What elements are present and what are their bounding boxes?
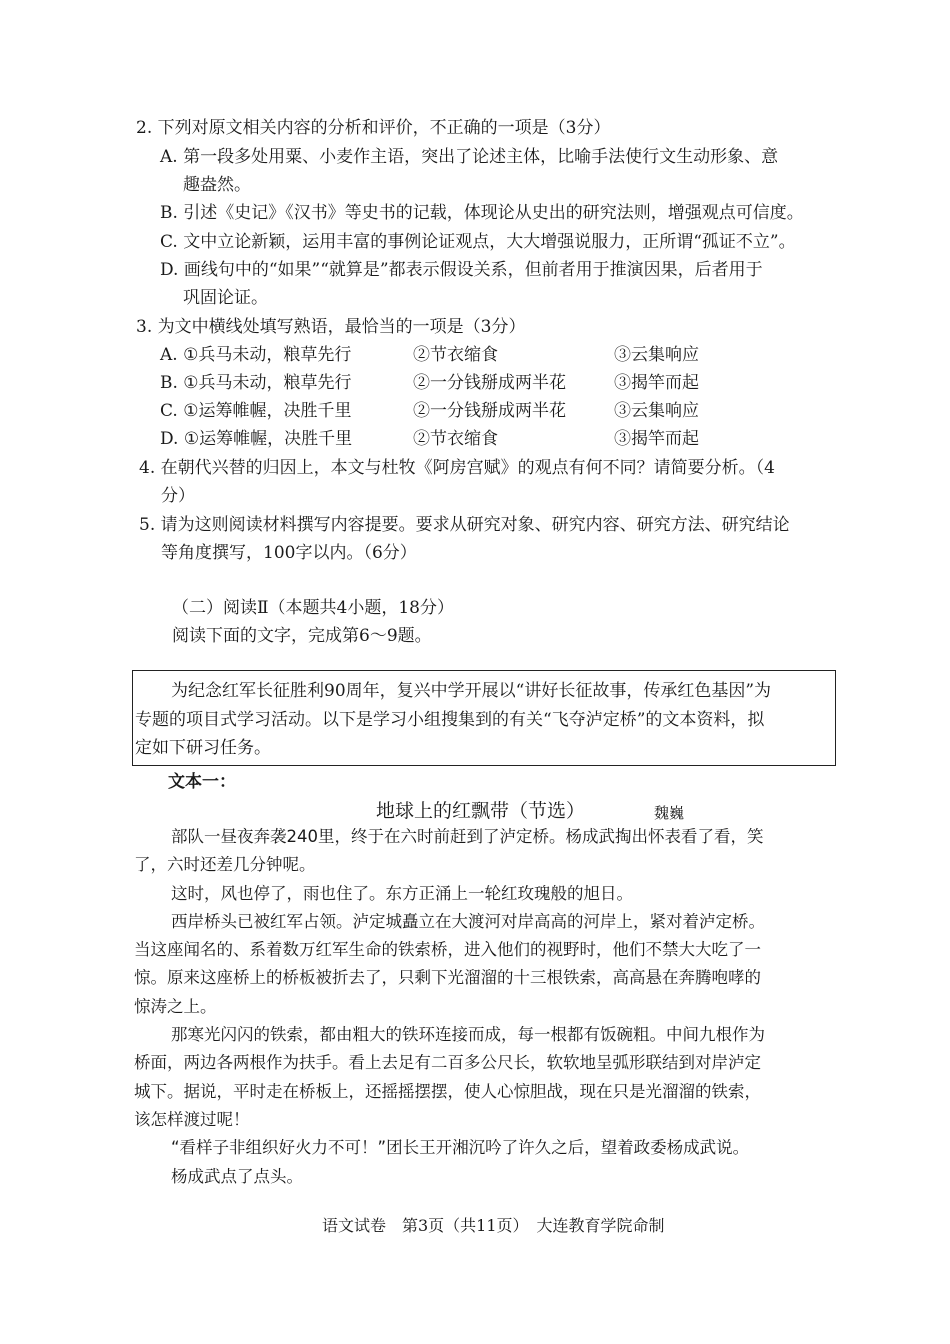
question-2-option-a-cont: 趣盎然。 — [183, 175, 251, 195]
question-2-option-c: C. 文中立论新颖，运用丰富的事例论证观点，大大增强说服力，正所谓“孤证不立”。 — [160, 232, 796, 252]
question-2-option-d-cont: 巩固论证。 — [183, 288, 268, 308]
question-3-option-a-3: ③云集响应 — [614, 345, 699, 365]
body-line: 该怎样渡过呢！ — [134, 1110, 250, 1129]
question-5-stem-cont: 等角度撰写，100字以内。（6分） — [161, 543, 417, 563]
body-line: 西岸桥头已被红军占领。泸定城矗立在大渡河对岸高高的河岸上，紧对着泸定桥。 — [171, 912, 765, 931]
body-line: 桥面，两边各两根作为扶手。看上去足有二百多公尺长，软软地呈弧形联结到对岸泸定 — [134, 1053, 761, 1072]
question-3-option-c-2: ②一分钱掰成两半花 — [413, 401, 566, 421]
body-line: 城下。据说，平时走在桥板上，还摇摇摆摆，使人心惊胆战，现在只是光溜溜的铁索， — [134, 1082, 761, 1101]
page-footer: 语文试卷 第3页（共11页） 大连教育学院命制 — [322, 1216, 665, 1235]
question-5-stem: 5. 请为这则阅读材料撰写内容提要。要求从研究对象、研究内容、研究方法、研究结论 — [139, 515, 790, 535]
text-one-author: 魏巍 — [654, 804, 685, 822]
question-2-option-b: B. 引述《史记》《汉书》等史书的记载，体现论从史出的研究法则，增强观点可信度。 — [160, 203, 804, 223]
question-4-stem-cont: 分） — [161, 486, 195, 506]
text-one-title: 地球上的红飘带（节选） — [376, 800, 586, 822]
question-2-option-a: A. 第一段多处用粟、小麦作主语，突出了论述主体，比喻手法使行文生动形象、意 — [160, 147, 779, 167]
body-line: 当这座闻名的、系着数万红军生命的铁索桥，进入他们的视野时，他们不禁大大吃了一 — [134, 940, 761, 959]
intro-line-3: 定如下研习任务。 — [135, 738, 271, 758]
question-3-option-a-2: ②节衣缩食 — [413, 345, 498, 365]
section-instruction: 阅读下面的文字，完成第6～9题。 — [172, 626, 432, 646]
intro-line-2: 专题的项目式学习活动。以下是学习小组搜集到的有关“飞夺泸定桥”的文本资料，拟 — [135, 710, 765, 730]
body-line: 部队一昼夜奔袭240里，终于在六时前赶到了泸定桥。杨成武掏出怀表看了看，笑 — [171, 827, 764, 846]
body-line: 杨成武点了点头。 — [171, 1167, 303, 1186]
question-3-stem: 3. 为文中横线处填写熟语，最恰当的一项是（3分） — [136, 317, 526, 337]
question-2-option-d: D. 画线句中的“如果”“就算是”都表示假设关系，但前者用于推演因果，后者用于 — [160, 260, 763, 280]
question-3-option-b-3: ③揭竿而起 — [614, 373, 699, 393]
question-4-stem: 4. 在朝代兴替的归因上，本文与杜牧《阿房宫赋》的观点有何不同？请简要分析。（4 — [139, 458, 775, 478]
body-line: 惊涛之上。 — [134, 997, 217, 1016]
question-3-option-d-3: ③揭竿而起 — [614, 429, 699, 449]
body-line: 惊。原来这座桥上的桥板被折去了，只剩下光溜溜的十三根铁索，高高悬在奔腾咆哮的 — [134, 968, 761, 987]
question-3-option-b-2: ②一分钱掰成两半花 — [413, 373, 566, 393]
body-line: 这时，风也停了，雨也住了。东方正涌上一轮红玫瑰般的旭日。 — [171, 884, 633, 903]
intro-box — [132, 670, 836, 766]
text-one-label: 文本一： — [168, 772, 236, 792]
intro-line-1: 为纪念红军长征胜利90周年，复兴中学开展以“讲好长征故事，传承红色基因”为 — [171, 681, 772, 701]
question-3-option-a-1: A. ①兵马未动，粮草先行 — [160, 345, 352, 365]
question-3-option-d-1: D. ①运筹帷幄，决胜千里 — [160, 429, 353, 449]
question-2-stem: 2. 下列对原文相关内容的分析和评价，不正确的一项是（3分） — [136, 118, 611, 138]
question-3-option-c-1: C. ①运筹帷幄，决胜千里 — [160, 401, 352, 421]
question-3-option-b-1: B. ①兵马未动，粮草先行 — [160, 373, 352, 393]
question-3-option-c-3: ③云集响应 — [614, 401, 699, 421]
section-heading: （二）阅读Ⅱ（本题共4小题，18分） — [172, 598, 455, 618]
body-line: “看样子非组织好火力不可！”团长王开湘沉吟了许久之后，望着政委杨成武说。 — [171, 1138, 750, 1157]
question-3-option-d-2: ②节衣缩食 — [413, 429, 498, 449]
body-line: 了，六时还差几分钟呢。 — [134, 855, 316, 874]
body-line: 那寒光闪闪的铁索，都由粗大的铁环连接而成，每一根都有饭碗粗。中间九根作为 — [171, 1025, 765, 1044]
